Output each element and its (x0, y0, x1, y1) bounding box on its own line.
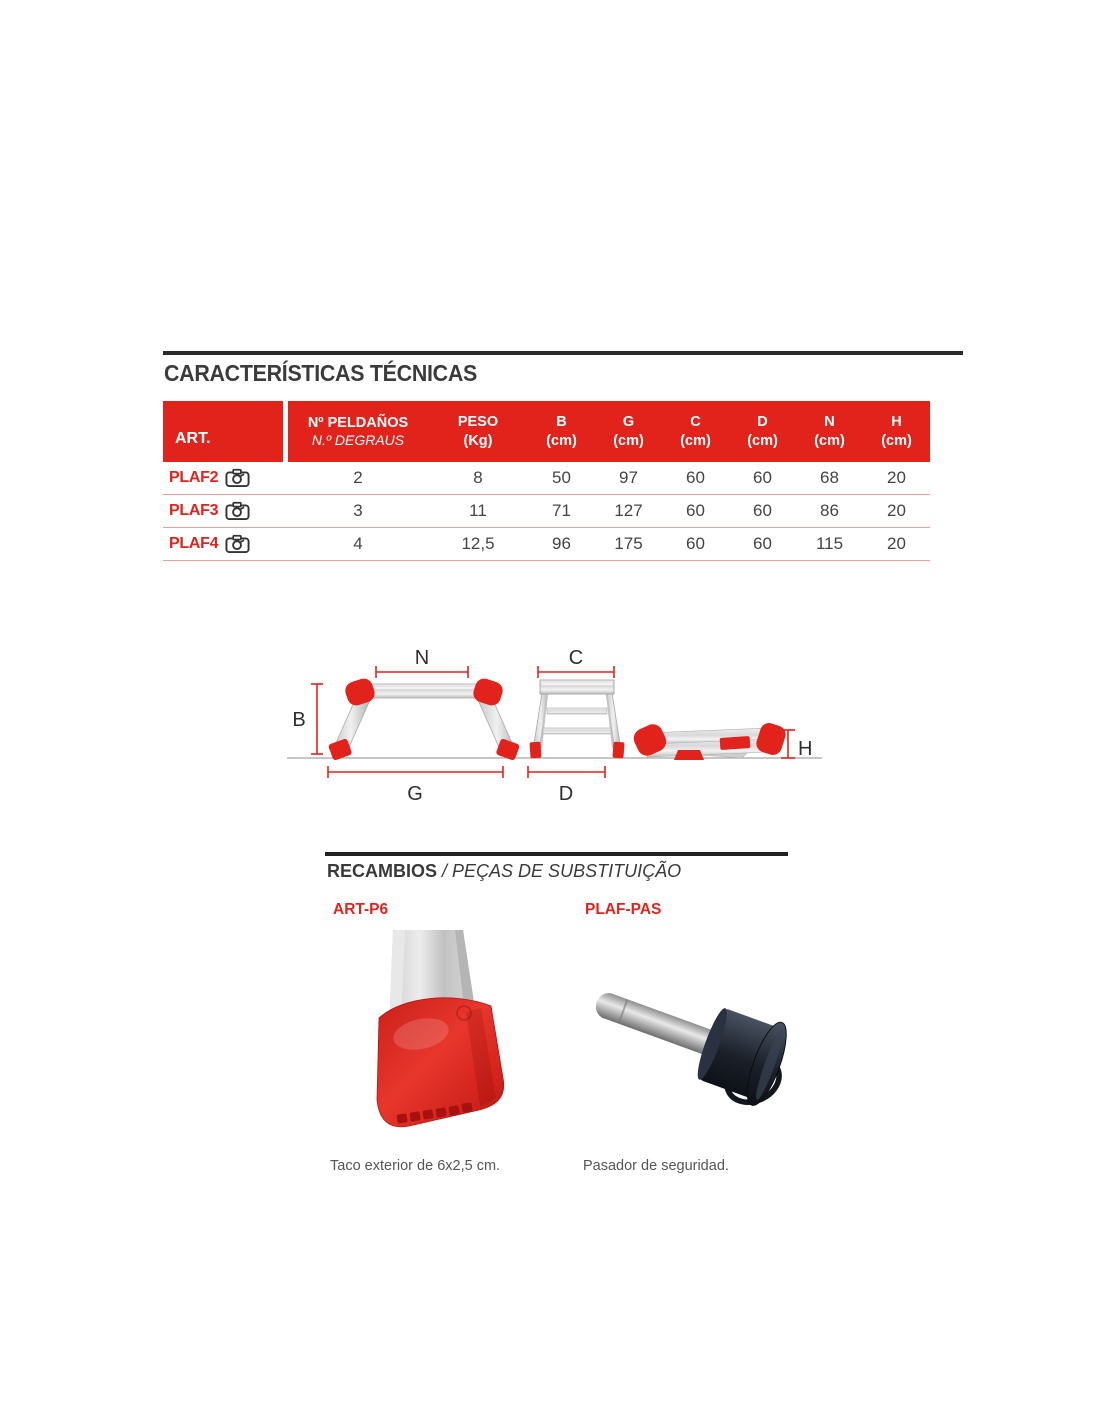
camera-icon (225, 468, 250, 488)
article-code: PLAF3 (169, 502, 219, 519)
header-dim-C: C (cm) (680, 414, 711, 449)
part-caption-foot-cap: Taco exterior de 6x2,5 cm. (330, 1158, 501, 1174)
top-rule (163, 351, 963, 355)
side-view (528, 647, 625, 805)
page-title: CARACTERÍSTICAS TÉCNICAS (164, 360, 477, 386)
camera-icon (225, 534, 250, 554)
part-caption-safety-pin: Pasador de seguridad. (583, 1158, 729, 1174)
folded-view (630, 721, 812, 760)
part-code-art-p6: ART-P6 (333, 901, 389, 918)
part-image-foot-cap (363, 930, 543, 1135)
dim-label-G: G (407, 783, 423, 805)
part-image-safety-pin (578, 968, 793, 1118)
article-code: PLAF2 (169, 469, 219, 486)
header-dim-H: H (cm) (881, 414, 912, 449)
header-art: ART. (163, 401, 283, 462)
header-dim-B: B (cm) (546, 414, 577, 449)
table-row: PLAF2 2 8 50 97 60 60 68 20 (163, 462, 930, 495)
dim-label-C: C (568, 647, 584, 669)
header-steps: Nº PELDAÑOS N.º DEGRAUS (307, 414, 409, 448)
part-code-plaf-pas: PLAF-PAS (585, 901, 662, 918)
table-row: PLAF3 3 11 71 127 60 60 86 20 (163, 495, 930, 528)
dim-label-D: D (558, 783, 574, 805)
dim-label-B: B (292, 709, 306, 731)
recambios-title: RECAMBIOS / PEÇAS DE SUBSTITUIÇÃO (327, 861, 682, 881)
article-code: PLAF4 (169, 535, 219, 552)
header-dim-G: G (cm) (613, 414, 644, 449)
header-peso: PESO (Kg) (457, 414, 499, 449)
specs-table-header (163, 401, 930, 462)
dim-label-H: H (798, 738, 813, 760)
header-dim-D: D (cm) (747, 414, 778, 449)
table-row: PLAF4 4 12,5 96 175 60 60 115 20 (163, 528, 930, 561)
header-dim-N: N (cm) (814, 414, 845, 449)
recambios-rule (325, 852, 788, 856)
dimension-diagram (280, 638, 825, 806)
dim-label-N: N (414, 647, 430, 669)
front-view (292, 647, 520, 805)
camera-icon (225, 501, 250, 521)
specs-table (163, 401, 930, 561)
